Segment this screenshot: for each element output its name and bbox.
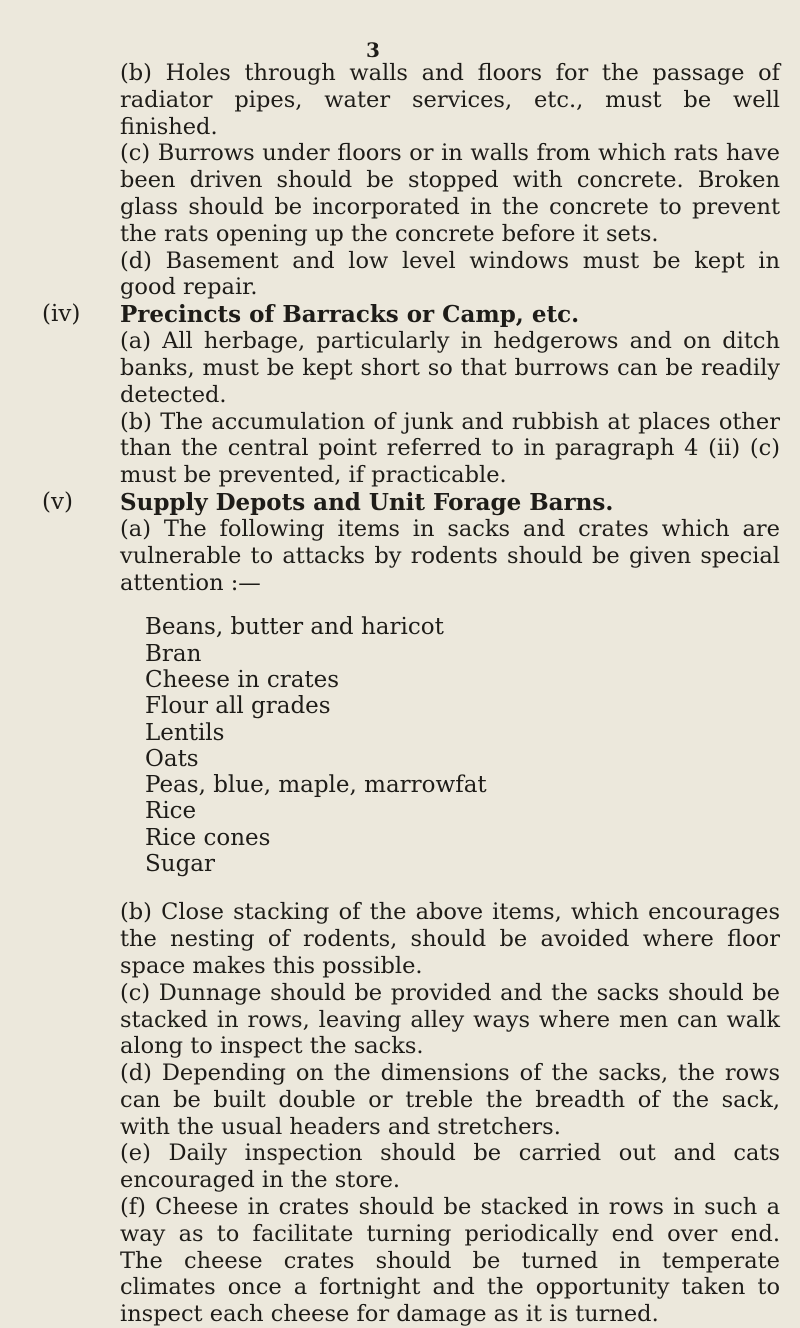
paragraph-v-a: (a) The following items in sacks and crates which are vulnerable to attacks by rodents should be given special attention :—	[120, 515, 780, 596]
section-v-title: Supply Depots and Unit Forage Barns.	[120, 488, 614, 516]
paragraph-iii-b: (b) Holes through walls and floors for the passage of radiator pipes, water services, etc., must be well finished.	[120, 60, 780, 140]
paragraph-iv-a: (a) All herbage, particularly in hedgerows and on ditch banks, must be kept short so that burrows can be readily detected.	[120, 328, 780, 408]
paragraph-iv-b: (b) The accumulation of junk and rubbish at places other than the central point referred to in paragraph 4 (ii) (c) must be prevented, if practicable.	[120, 408, 780, 489]
list-item: Cheese in crates	[145, 666, 340, 693]
list-item: Sugar	[145, 851, 215, 878]
paragraph-v-e: (e) Daily inspection should be carried out and cats encouraged in the store.	[120, 1140, 780, 1194]
paragraph-v-d: (d) Depending on the dimensions of the sacks, the rows can be built double or treble the breadth of the sack, with the usual headers and stretchers.	[120, 1060, 780, 1140]
list-item: Flour all grades	[145, 693, 331, 720]
text-column	[42, 60, 780, 1328]
list-item: Beans, butter and haricot	[145, 614, 444, 641]
vulnerable-items-list	[145, 614, 780, 877]
paragraph-v-c: (c) Dunnage should be provided and the sacks should be stacked in rows, leaving alley ways where men can walk along to inspect the sacks.	[120, 979, 780, 1060]
page-number: 3	[366, 38, 380, 62]
section-v-heading	[42, 488, 780, 516]
list-item: Peas, blue, maple, marrowfat	[145, 772, 487, 799]
section-v-label: (v)	[42, 488, 73, 515]
list-item: Bran	[145, 640, 202, 667]
section-v	[42, 488, 780, 1328]
section-iv	[42, 301, 780, 489]
section-iv-heading	[42, 301, 780, 329]
list-item: Lentils	[145, 719, 225, 746]
paragraph-v-f: (f) Cheese in crates should be stacked in rows in such a way as to facilitate turning periodically end over end. The cheese crates should be turned in temperate climates once a fortnight and the opportunity taken to inspect each cheese for damage as it is turned.	[120, 1194, 780, 1328]
paragraph-v-b: (b) Close stacking of the above items, which encourages the nesting of rodents, should be avoided where floor space makes this possible.	[120, 899, 780, 979]
list-item: Oats	[145, 745, 199, 772]
paragraph-iii-c: (c) Burrows under floors or in walls from which rats have been driven should be stopped with concrete. Broken glass should be incorporated in the concrete to prevent the rats opening up the concrete before it sets.	[120, 140, 780, 247]
section-iv-title: Precincts of Barracks or Camp, etc.	[120, 301, 580, 329]
paragraph-iii-d: (d) Basement and low level windows must be kept in good repair.	[120, 247, 780, 301]
list-item: Rice cones	[145, 824, 271, 851]
list-item: Rice	[145, 798, 197, 825]
section-iv-label: (iv)	[42, 301, 81, 328]
